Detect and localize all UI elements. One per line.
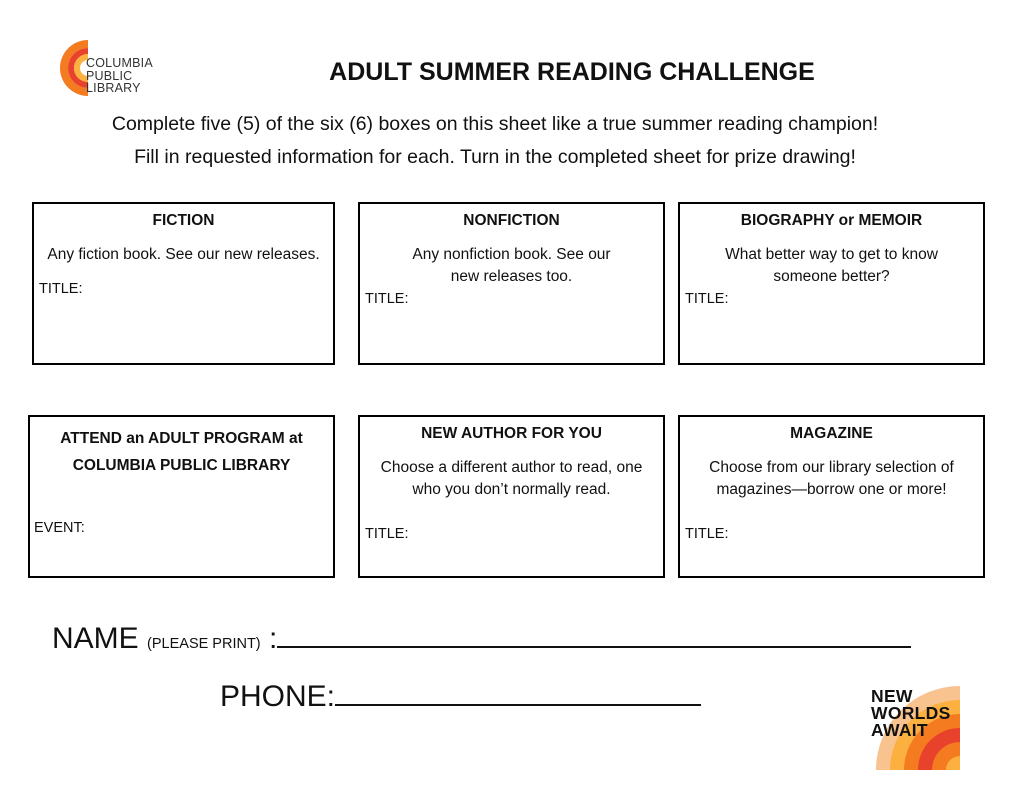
box-description: Choose from our library selection of magazines—borrow one or more! bbox=[709, 459, 954, 498]
name-hint: (PLEASE PRINT) bbox=[147, 636, 261, 652]
logo-line: LIBRARY bbox=[86, 81, 141, 95]
badge-line: NEW bbox=[871, 686, 913, 706]
badge-line: WORLDS bbox=[871, 703, 951, 723]
title-field-label: TITLE: bbox=[685, 291, 729, 307]
phone-blank-line[interactable] bbox=[335, 704, 701, 706]
badge-text bbox=[871, 688, 951, 739]
biography-memoir-box[interactable] bbox=[678, 202, 985, 365]
phone-label: PHONE: bbox=[220, 680, 336, 713]
page-title: ADULT SUMMER READING CHALLENGE bbox=[329, 58, 815, 86]
box-title: MAGAZINE bbox=[790, 425, 873, 442]
box-title: NEW AUTHOR FOR YOU bbox=[421, 425, 602, 442]
nonfiction-box[interactable] bbox=[358, 202, 665, 365]
instructions-line-1: Complete five (5) of the six (6) boxes on this sheet like a true summer reading champion! bbox=[111, 113, 879, 135]
box-title: FICTION bbox=[152, 212, 215, 229]
event-field-label: EVENT: bbox=[34, 520, 85, 536]
box-description: Choose a different author to read, one who you don’t normally read. bbox=[380, 459, 643, 498]
box-description: Any nonfiction book. See our new releases too. bbox=[412, 246, 611, 285]
title-field-label: TITLE: bbox=[685, 526, 729, 542]
box-description: What better way to get to know someone better? bbox=[725, 246, 938, 285]
new-worlds-await-badge bbox=[868, 686, 960, 770]
name-label: NAME bbox=[52, 622, 139, 655]
name-blank-line[interactable] bbox=[277, 646, 911, 648]
adult-program-box[interactable] bbox=[28, 415, 335, 578]
magazine-box[interactable] bbox=[678, 415, 985, 578]
phone-field[interactable] bbox=[220, 680, 701, 714]
fiction-box[interactable] bbox=[32, 202, 335, 365]
box-title: ATTEND an ADULT PROGRAM at COLUMBIA PUBLIC LIBRARY bbox=[60, 430, 303, 474]
badge-line: AWAIT bbox=[871, 720, 928, 740]
title-field-label: TITLE: bbox=[365, 291, 409, 307]
box-title: BIOGRAPHY or MEMOIR bbox=[740, 212, 923, 229]
instructions-line-2: Fill in requested information for each. Turn in the completed sheet for prize drawing! bbox=[134, 146, 856, 168]
name-colon: : bbox=[260, 622, 278, 655]
box-description: Any fiction book. See our new releases. bbox=[47, 246, 320, 263]
title-field-label: TITLE: bbox=[365, 526, 409, 542]
new-author-box[interactable] bbox=[358, 415, 665, 578]
logo-line: COLUMBIA bbox=[86, 56, 153, 70]
logo-line: PUBLIC bbox=[86, 68, 133, 83]
box-title: NONFICTION bbox=[463, 212, 560, 229]
name-field[interactable] bbox=[52, 622, 911, 656]
title-field-label: TITLE: bbox=[39, 281, 83, 297]
